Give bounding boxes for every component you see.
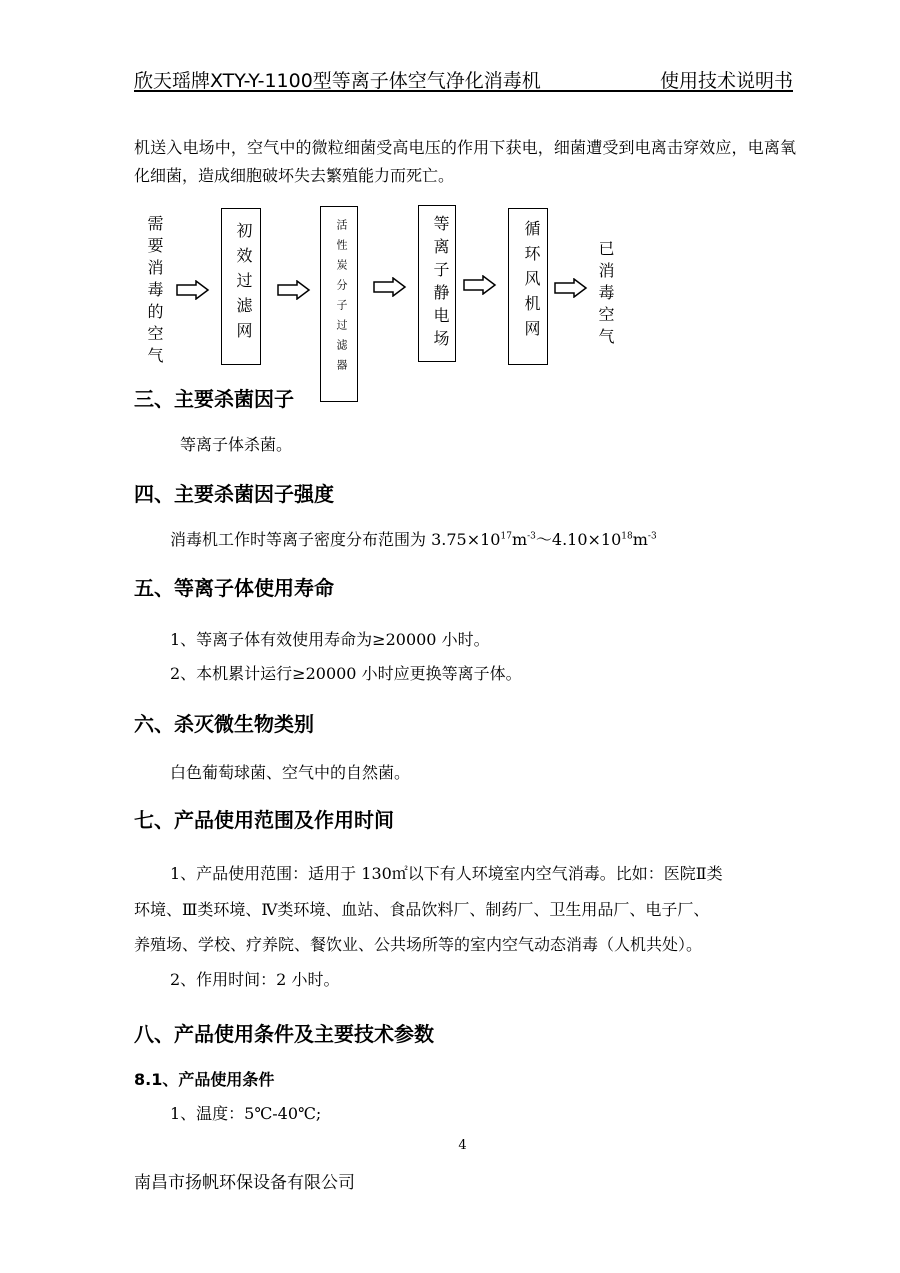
section-5-item-1: 1、等离子体有效使用寿命为≥20000 小时。 xyxy=(170,630,490,649)
section-5-item-2: 2、本机累计运行≥20000 小时应更换等离子体。 xyxy=(170,664,522,683)
footer-company: 南昌市扬帆环保设备有限公司 xyxy=(134,1173,355,1193)
flow-arrow-4 xyxy=(463,275,497,295)
section-7-item-1-line-3: 养殖场、学校、疗养院、餐饮业、公共场所等的室内空气动态消毒（人机共处）。 xyxy=(134,935,703,954)
section-6-text: 白色葡萄球菌、空气中的自然菌。 xyxy=(170,763,411,782)
section-8-1-item-1: 1、温度：5℃-40℃; xyxy=(170,1104,322,1123)
intro-paragraph: 机送入电场中，空气中的微粒细菌受高电压的作用下获电，细菌遭受到电离击穿效应，电离氧化细菌，造成细胞破坏失去繁殖能力而死亡。 xyxy=(134,138,796,185)
flow-step-label: 循环风机网 xyxy=(522,220,541,345)
flow-step-plasma-electrostatic-field xyxy=(418,205,456,362)
flow-arrow-1 xyxy=(176,280,210,300)
flow-arrow-2 xyxy=(277,280,311,300)
flow-output-label: 已消毒空气 xyxy=(596,240,615,350)
flow-step-circulating-fan xyxy=(508,208,548,365)
flow-step-activated-carbon-filter xyxy=(320,206,358,402)
section-8-1-subheading: 8.1、产品使用条件 xyxy=(134,1070,275,1089)
header-title: 欣天瑶牌XTY-Y-1100型等离子体空气净化消毒机 xyxy=(134,70,541,92)
section-6-heading: 六、杀灭微生物类别 xyxy=(134,712,314,736)
flow-step-label: 初效过滤网 xyxy=(234,222,253,347)
header-doc-type: 使用技术说明书 xyxy=(659,70,793,92)
section-4-text: 消毒机工作时等离子密度分布范围为 $3.75\times 10^{17}m^{-3}\sim 4.10\times 10^{18}m^{-3}$ xyxy=(170,530,657,549)
section-3-heading: 三、主要杀菌因子 xyxy=(134,387,294,411)
section-5-heading: 五、等离子体使用寿命 xyxy=(134,576,334,600)
section-4-heading: 四、主要杀菌因子强度 xyxy=(134,482,334,506)
flow-arrow-3 xyxy=(373,277,407,297)
flow-step-label: 等离子静电场 xyxy=(431,215,450,353)
flow-step-primary-filter xyxy=(221,208,261,365)
header-rule xyxy=(134,90,793,92)
section-7-item-1-line-1: 1、产品使用范围：适用于 130㎡以下有人环境室内空气消毒。比如：医院Ⅱ类 xyxy=(170,864,723,883)
flow-arrow-5 xyxy=(554,278,588,298)
section-3-text: 等离子体杀菌。 xyxy=(180,435,293,454)
flow-step-label: 活性炭分子过滤器 xyxy=(335,219,348,379)
section-7-heading: 七、产品使用范围及作用时间 xyxy=(134,808,394,832)
section-7-item-2: 2、作用时间：2 小时。 xyxy=(170,970,340,989)
section-8-heading: 八、产品使用条件及主要技术参数 xyxy=(134,1022,434,1046)
page-number: 4 xyxy=(458,1138,467,1153)
flow-input-label: 需要消毒的空气 xyxy=(145,215,164,369)
section-7-item-1-line-2: 环境、Ⅲ类环境、Ⅳ类环境、血站、食品饮料厂、制药厂、卫生用品厂、电子厂、 xyxy=(134,900,710,919)
